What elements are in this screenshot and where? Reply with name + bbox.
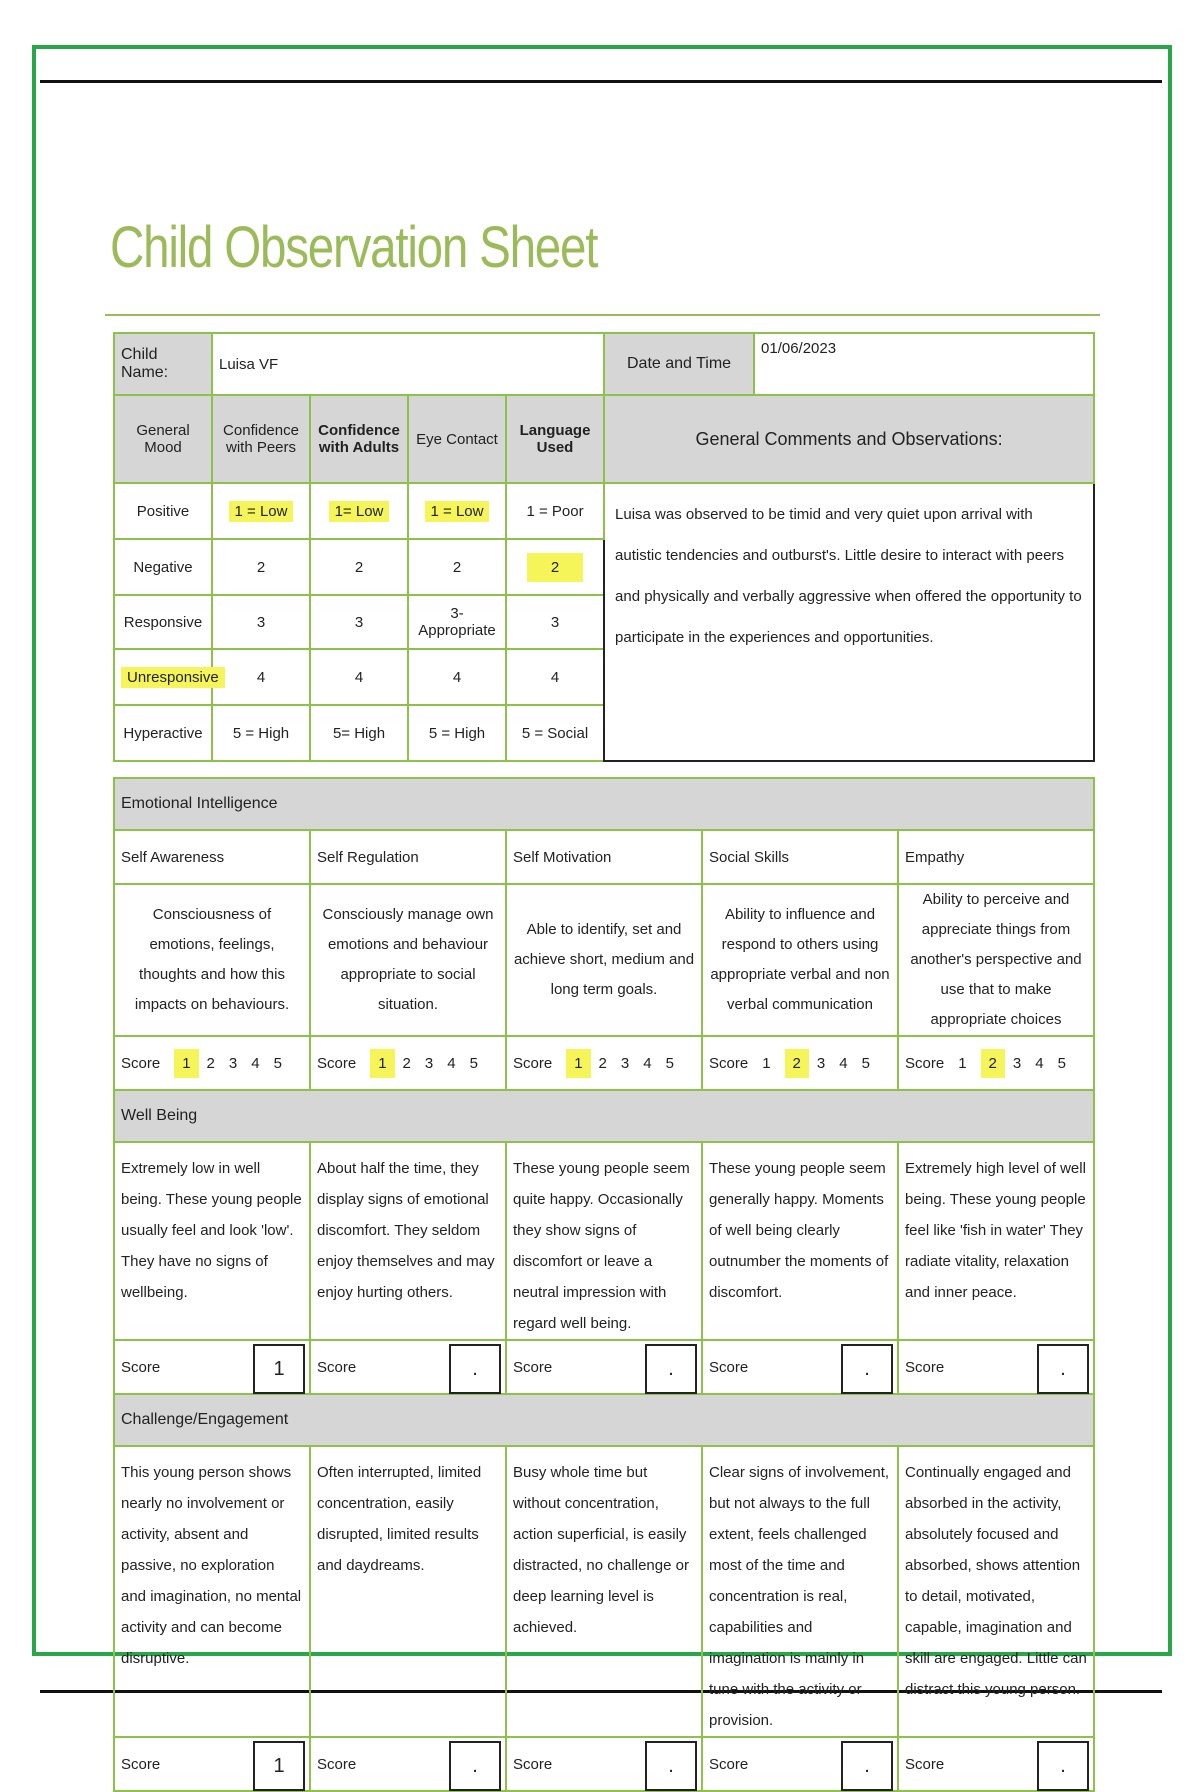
header-eye-contact: Eye Contact (408, 395, 506, 483)
wb-score-box[interactable]: . (645, 1344, 697, 1394)
comments-box[interactable]: Luisa was observed to be timid and very quiet upon arrival with autistic tendencies and outburst's. Little desire to interact with peers and physically and verbally aggressive when offered the opportunity to participate in the experiences and opportunities. (604, 483, 1094, 761)
score-label: Score (513, 1755, 553, 1773)
ch-desc-3: Clear signs of involvement, but not always to the full extent, feels challenged most of the time and concentration is real, capabilities and imagination is mainly in tune with the activity or provision. (702, 1446, 898, 1737)
ch-score-box[interactable]: . (449, 1741, 501, 1791)
score-option[interactable]: 5 (469, 1054, 478, 1072)
score-option[interactable]: 4 (1035, 1054, 1044, 1072)
score-label: Score (709, 1054, 749, 1072)
cell-peers-1[interactable] (212, 483, 310, 539)
header-general-mood: General Mood (114, 395, 212, 483)
mood-table (113, 332, 1095, 762)
date-value[interactable]: 01/06/2023 (754, 333, 1094, 395)
ch-score-box[interactable]: 1 (253, 1741, 305, 1791)
cell-eye-1[interactable] (408, 483, 506, 539)
ch-score-box[interactable]: . (841, 1741, 893, 1791)
cell-peers-3[interactable]: 3 (212, 595, 310, 649)
page-title: Child Observation Sheet (110, 215, 598, 280)
score-option[interactable]: 4 (839, 1054, 848, 1072)
wb-score-box[interactable]: . (841, 1344, 893, 1394)
score-label: Score (121, 1054, 161, 1072)
score-option[interactable]: 3 (1012, 1054, 1022, 1072)
wb-desc-3: These young people seem generally happy. Moments of well being clearly outnumber the moments of discomfort. (702, 1142, 898, 1340)
cell-eye-4[interactable]: 4 (408, 649, 506, 705)
score-option[interactable]: 4 (643, 1054, 652, 1072)
cell-peers-4[interactable]: 4 (212, 649, 310, 705)
ch-score-cell-2 (506, 1737, 702, 1791)
score-option[interactable]: 5 (861, 1054, 870, 1072)
score-label: Score (317, 1358, 357, 1376)
score-option[interactable]: 5 (1057, 1054, 1066, 1072)
cell-adults-2[interactable]: 2 (310, 539, 408, 595)
mood-negative: Negative (114, 539, 212, 595)
wb-score-cell-0 (114, 1340, 310, 1394)
section-well-being: Well Being (114, 1090, 1094, 1142)
score-label: Score (709, 1755, 749, 1773)
ei-name-3: Social Skills (702, 830, 898, 884)
ei-desc-1: Consciously manage own emotions and behaviour appropriate to social situation. (310, 884, 506, 1036)
score-option[interactable]: 2 (981, 1049, 1005, 1078)
cell-lang-4[interactable]: 4 (506, 649, 604, 705)
selected-peers-1: 1 = Low (229, 501, 294, 522)
cell-eye-3[interactable]: 3- Appropriate (408, 595, 506, 649)
score-label: Score (905, 1358, 945, 1376)
score-label: Score (905, 1755, 945, 1773)
title-underline (105, 314, 1100, 316)
cell-adults-3[interactable]: 3 (310, 595, 408, 649)
ei-desc-4: Ability to perceive and appreciate things from another's perspective and use that to make appropriate choices (898, 884, 1094, 1036)
score-option[interactable]: 3 (620, 1054, 630, 1072)
wb-desc-1: About half the time, they display signs of emotional discomfort. They seldom enjoy themselves and may enjoy hurting others. (310, 1142, 506, 1340)
ch-desc-4: Continually engaged and absorbed in the activity, absolutely focused and absorbed, shows attention to detail, motivated, capable, imagination and skill are engaged. Little can distract this young person. (898, 1446, 1094, 1737)
ch-score-box[interactable]: . (1037, 1741, 1089, 1791)
ch-score-cell-3 (702, 1737, 898, 1791)
header-language: Language Used (506, 395, 604, 483)
cell-adults-5[interactable]: 5= High (310, 705, 408, 761)
cell-peers-5[interactable]: 5 = High (212, 705, 310, 761)
score-label: Score (317, 1054, 357, 1072)
score-option[interactable]: 2 (402, 1054, 411, 1072)
wb-score-cell-2 (506, 1340, 702, 1394)
selected-adults-1: 1= Low (329, 501, 390, 522)
score-option[interactable]: 1 (566, 1049, 590, 1078)
cell-lang-3[interactable]: 3 (506, 595, 604, 649)
cell-lang-2[interactable] (506, 539, 604, 595)
child-name-value[interactable]: Luisa VF (212, 333, 604, 395)
wb-score-box[interactable]: . (449, 1344, 501, 1394)
section-emotional-intelligence: Emotional Intelligence (114, 778, 1094, 830)
score-option[interactable]: 3 (816, 1054, 826, 1072)
cell-adults-4[interactable]: 4 (310, 649, 408, 705)
wb-desc-4: Extremely high level of well being. These young people feel like 'fish in water' They radiate vitality, relaxation and inner peace. (898, 1142, 1094, 1340)
mood-responsive: Responsive (114, 595, 212, 649)
ei-name-0: Self Awareness (114, 830, 310, 884)
ch-score-cell-4 (898, 1737, 1094, 1791)
score-option[interactable]: 2 (206, 1054, 215, 1072)
selected-mood-unresponsive: Unresponsive (121, 667, 225, 688)
cell-lang-1[interactable]: 1 = Poor (506, 483, 604, 539)
score-option[interactable]: 4 (251, 1054, 260, 1072)
header-comments: General Comments and Observations: (604, 395, 1094, 483)
header-conf-peers: Confidence with Peers (212, 395, 310, 483)
cell-eye-2[interactable]: 2 (408, 539, 506, 595)
cell-eye-5[interactable]: 5 = High (408, 705, 506, 761)
header-conf-adults: Confidence with Adults (310, 395, 408, 483)
ei-desc-3: Ability to influence and respond to others using appropriate verbal and non verbal communication (702, 884, 898, 1036)
wb-desc-2: These young people seem quite happy. Occasionally they show signs of discomfort or leave a neutral impression with regard well being. (506, 1142, 702, 1340)
mood-positive: Positive (114, 483, 212, 539)
wb-score-box[interactable]: . (1037, 1344, 1089, 1394)
ch-score-cell-0 (114, 1737, 310, 1791)
ei-score-cell-0 (114, 1036, 310, 1090)
ch-score-box[interactable]: . (645, 1741, 697, 1791)
ch-desc-1: Often interrupted, limited concentration, easily disrupted, limited results and daydreams. (310, 1446, 506, 1737)
ei-score-cell-4 (898, 1036, 1094, 1090)
ei-score-cell-1 (310, 1036, 506, 1090)
ei-desc-2: Able to identify, set and achieve short, medium and long term goals. (506, 884, 702, 1036)
cell-adults-1[interactable] (310, 483, 408, 539)
cell-peers-2[interactable]: 2 (212, 539, 310, 595)
ei-score-cell-3 (702, 1036, 898, 1090)
mood-unresponsive[interactable] (114, 649, 219, 705)
ch-desc-2: Busy whole time but without concentration, action superficial, is easily distracted, no challenge or deep learning level is achieved. (506, 1446, 702, 1737)
ch-score-cell-1 (310, 1737, 506, 1791)
ei-score-row (114, 1036, 1094, 1090)
ch-desc-0: This young person shows nearly no involvement or activity, absent and passive, no exploration and imagination, no mental activity and can become disruptive. (114, 1446, 310, 1737)
mood-hyperactive: Hyperactive (114, 705, 212, 761)
score-label: Score (317, 1755, 357, 1773)
score-option[interactable]: 5 (665, 1054, 674, 1072)
score-label: Score (121, 1358, 161, 1376)
score-label: Score (905, 1054, 945, 1072)
score-option[interactable]: 5 (273, 1054, 282, 1072)
score-option[interactable]: 2 (598, 1054, 607, 1072)
ei-name-4: Empathy (898, 830, 1094, 884)
wb-score-cell-1 (310, 1340, 506, 1394)
score-label: Score (513, 1358, 553, 1376)
wb-desc-0: Extremely low in well being. These young people usually feel and look 'low'. They have no signs of wellbeing. (114, 1142, 310, 1340)
child-name-label: Child Name: (114, 333, 212, 395)
score-option[interactable]: 4 (447, 1054, 456, 1072)
score-option[interactable]: 1 (370, 1049, 394, 1078)
selected-lang-2: 2 (527, 553, 583, 582)
ei-desc-0: Consciousness of emotions, feelings, thoughts and how this impacts on behaviours. (114, 884, 310, 1036)
score-option[interactable]: 1 (762, 1054, 771, 1072)
score-option[interactable]: 1 (174, 1049, 198, 1078)
wb-score-cell-4 (898, 1340, 1094, 1394)
score-option[interactable]: 3 (424, 1054, 434, 1072)
assessment-table (113, 777, 1095, 1792)
section-challenge-engagement: Challenge/Engagement (114, 1394, 1094, 1446)
ei-name-2: Self Motivation (506, 830, 702, 884)
ei-name-1: Self Regulation (310, 830, 506, 884)
selected-eye-1: 1 = Low (425, 501, 490, 522)
score-label: Score (121, 1755, 161, 1773)
score-option[interactable]: 1 (958, 1054, 967, 1072)
score-option[interactable]: 3 (228, 1054, 238, 1072)
top-rule (40, 80, 1162, 83)
score-option[interactable]: 2 (785, 1049, 809, 1078)
wb-score-cell-3 (702, 1340, 898, 1394)
date-label: Date and Time (604, 333, 754, 395)
cell-lang-5[interactable]: 5 = Social (506, 705, 604, 761)
ei-score-cell-2 (506, 1036, 702, 1090)
score-label: Score (513, 1054, 553, 1072)
score-label: Score (709, 1358, 749, 1376)
wb-score-box[interactable]: 1 (253, 1344, 305, 1394)
